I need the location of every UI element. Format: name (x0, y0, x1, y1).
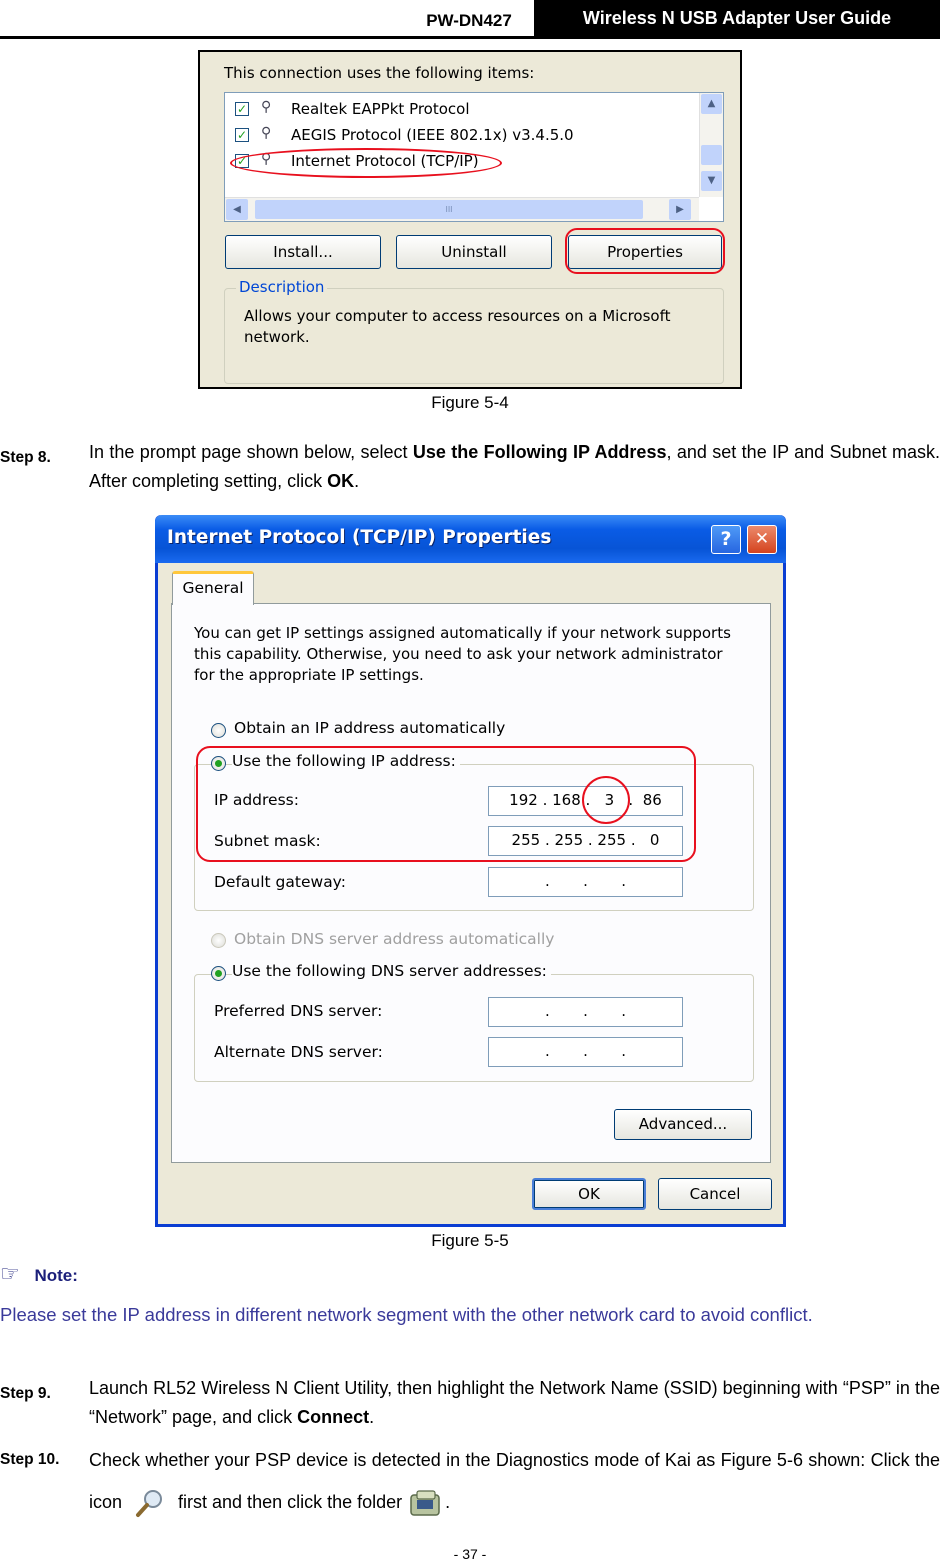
step-text: In the prompt page shown below, select Use the Following IP Address, and set the IP and Subnet mask. After completing setting, click OK. (89, 442, 940, 491)
preferred-dns-label: Preferred DNS server: (214, 1002, 383, 1020)
use-ip-label[interactable]: Use the following IP address: (232, 752, 460, 770)
use-ip-radio[interactable] (211, 756, 226, 771)
page-number: - 37 - (453, 1546, 487, 1562)
checkbox[interactable]: ✓ (236, 102, 248, 116)
step-text: Launch RL52 Wireless N Client Utility, then highlight the Network Name (SSID) beginning with “PSP” in the “Network” page, and click Connect. (89, 1378, 940, 1427)
description-text: Allows your computer to access resources on a Microsoft network. (244, 307, 671, 346)
step-9 (0, 1374, 940, 1432)
header-model: PW-DN427 (426, 11, 512, 30)
list-item-label: Internet Protocol (TCP/IP) (291, 152, 479, 170)
list-item-label: AEGIS Protocol (IEEE 802.1x) v3.4.5.0 (291, 126, 574, 144)
scroll-up-icon[interactable]: ▲ (701, 94, 722, 114)
checkbox[interactable]: ✓ (236, 154, 248, 168)
note-text: Please set the IP address in different network segment with the other network card to avoid conflict. (0, 1304, 813, 1325)
ip-address-input[interactable]: 192 . 168 . 3 . 86 (488, 786, 683, 816)
scroll-right-icon[interactable]: ▶ (669, 199, 691, 220)
header-guide-title: Wireless N USB Adapter User Guide (534, 0, 940, 37)
figure-5-4 (198, 50, 742, 389)
step-number: Step 9. (0, 1385, 51, 1402)
intro-text: You can get IP settings assigned automatically if your network supports this capability. Otherwise, you need to ask your network administrator for the appropriate IP settings. (194, 624, 731, 684)
uninstall-button[interactable]: Uninstall (396, 235, 552, 269)
help-button[interactable]: ? (711, 525, 741, 554)
tcpip-properties-dialog (155, 515, 786, 1227)
connection-items-list[interactable] (224, 92, 724, 222)
obtain-dns-label[interactable]: Obtain DNS server address automatically (234, 930, 555, 948)
scroll-down-icon[interactable]: ▼ (701, 171, 722, 191)
cancel-button[interactable]: Cancel (658, 1178, 772, 1210)
network-protocol-icon: ⚲ (261, 151, 272, 167)
obtain-ip-radio[interactable] (211, 723, 226, 738)
obtain-ip-label[interactable]: Obtain an IP address automatically (234, 719, 506, 737)
ip-address-label: IP address: (214, 791, 299, 809)
note-heading (0, 1262, 78, 1287)
folder-icon (409, 1487, 443, 1519)
dialog-titlebar[interactable] (155, 515, 786, 563)
scroll-thumb[interactable]: III (255, 200, 643, 219)
scroll-thumb[interactable] (701, 145, 722, 165)
tab-general[interactable]: General (172, 571, 254, 605)
use-dns-radio[interactable] (211, 966, 226, 981)
preferred-dns-input[interactable]: . . . (488, 997, 683, 1027)
list-item[interactable] (235, 151, 685, 173)
figure-5-4-caption: Figure 5-4 (431, 393, 509, 412)
ok-button[interactable]: OK (532, 1178, 646, 1210)
step-8 (0, 438, 940, 496)
pointing-hand-icon: ☞ (0, 1262, 20, 1287)
step-10 (0, 1439, 940, 1523)
step-text: Check whether your PSP device is detected in the Diagnostics mode of Kai as Figure 5-6 shown: Click the icon first and then click the folder . (89, 1439, 940, 1523)
default-gateway-label: Default gateway: (214, 873, 346, 891)
list-item-label: Realtek EAPPkt Protocol (291, 100, 470, 118)
vertical-scrollbar[interactable] (699, 93, 723, 197)
diagnostics-search-icon (133, 1487, 167, 1519)
subnet-mask-label: Subnet mask: (214, 832, 321, 850)
default-gateway-input[interactable]: . . . (488, 867, 683, 897)
list-item[interactable] (235, 99, 685, 121)
horizontal-scrollbar[interactable] (225, 197, 699, 221)
figure-5-5-caption: Figure 5-5 (431, 1231, 509, 1250)
checkbox[interactable]: ✓ (236, 128, 248, 142)
description-title: Description (236, 278, 327, 296)
connection-items-label: This connection uses the following items: (224, 64, 535, 82)
close-button[interactable]: ✕ (747, 525, 777, 554)
dialog-title: Internet Protocol (TCP/IP) Properties (167, 527, 552, 548)
network-protocol-icon: ⚲ (261, 99, 272, 115)
network-protocol-icon: ⚲ (261, 125, 272, 141)
step-number: Step 8. (0, 449, 51, 466)
obtain-dns-radio[interactable] (211, 933, 226, 948)
alternate-dns-input[interactable]: . . . (488, 1037, 683, 1067)
scroll-left-icon[interactable]: ◀ (226, 199, 248, 220)
header-rule (0, 36, 940, 39)
alternate-dns-label: Alternate DNS server: (214, 1043, 383, 1061)
step-number: Step 10. (0, 1451, 60, 1468)
subnet-mask-input[interactable]: 255 . 255 . 255 . 0 (488, 826, 683, 856)
list-item[interactable] (235, 125, 685, 147)
advanced-button[interactable]: Advanced... (614, 1109, 752, 1140)
properties-button[interactable]: Properties (568, 235, 722, 269)
note-label: Note: (34, 1266, 78, 1285)
use-dns-label[interactable]: Use the following DNS server addresses: (232, 962, 551, 980)
install-button[interactable]: Install... (225, 235, 381, 269)
